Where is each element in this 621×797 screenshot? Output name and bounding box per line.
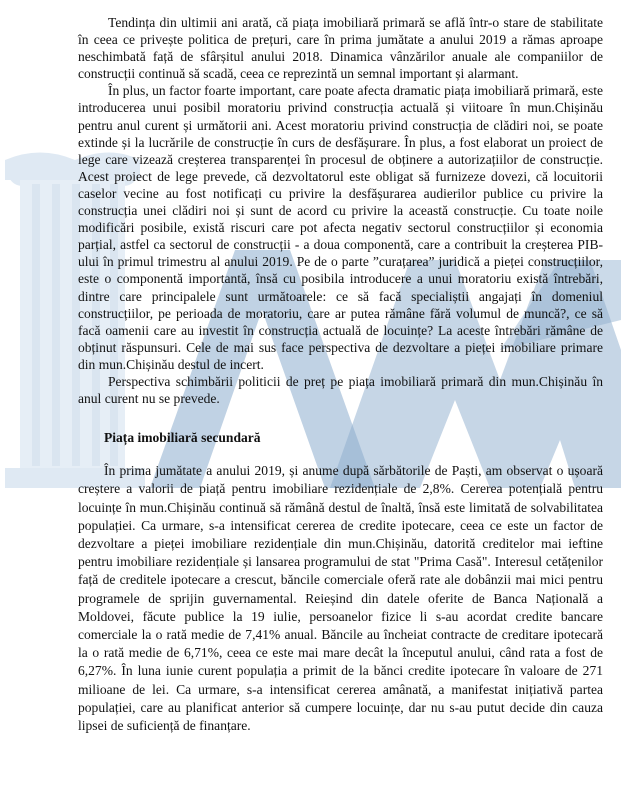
paragraph-moratorium: În plus, un factor foarte important, care poate afecta dramatic piața imobiliară primară, este introducerea unui posibil moratoriu privind construcția actuală și viitoare în mun.Chișinău pentru anul curent și următorii ani. Acest moratoriu privind construcția de clădiri noi, se poate extinde și la lucrările de construcție în curs de desfășurare. În plus, a fost elaborat un proiect de lege care vizează creșterea transparenței în procesul de obținere a autorizațiilor de construcție. Acest proiect de lege prevede, că dezvoltatorul este obligat să furnizeze dovezi, că locuitorii caselor vecine au fost notificați cu privire la desfășurarea audierilor publice cu privire la construcția unei clădiri noi și sunt de acord cu privire la această construcție. Cu toate noile modificări posibile, există riscuri care pot afecta negativ sectorul construcțiilor și economia parțial, astfel ca sectorul de construcții - a doua componentă, care a contribuit la creșterea PIB-ului în primul trimestru al anului 2019. Pe de o parte ”curațarea” juridică a pieței construcțiilor, este o componentă importantă, însă cu posibila introducere a unui moratoriu există întrebări, dintre care principalele sunt următoarele: ce să facă specialiștii angajați în domeniul construcțiilor, pe perioada de moratoriu, care ar putea rămâne fără volumul de muncă?, ce să facă oamenii care au investit în construcția actuală de locuințe? La aceste întrebări rămâne de obținut răspunsuri. Cele de mai sus face perspectiva de dezvoltare a pieței imobiliare primare din mun.Chișinău destul de incert. — [78, 83, 603, 372]
paragraph-secondary-market: În prima jumătate a anului 2019, și anume după sărbătorile de Paști, am observat o ușoară creștere a valorii de piață pentru imobiliare rezidențiale de 2,8%. Cererea potențială pentru locuințe în mun.Chișinău continuă să rămână destul de înaltă, însă este limitată de solvabilitatea populației. Ca urmare, s-a intensificat cererea de credite ipotecare, ceea ce este un factor de dezvoltare a pieței imobiliare rezidențiale din mun.Chișinău, datorită creditelor mai ieftine pentru imobiliare rezidențiale și lansarea programului de stat "Prima Casă". Interesul cetățenilor față de creditele ipotecare a crescut, băncile comerciale oferă rate ale dobânzii mai mici pentru programele de sprijin guvernamental. Reieșind din datele oferite de Banca Națională a Moldovei, făcute publice la 19 iulie, persoanelor fizice li s-au acordat credite bancare comerciale la o rată medie de 7,41% anual. Băncile au încheiat contracte de creditare ipotecară la o rată medie de 6,71%, ceea ce este mai mare decât la începutul anului, când rata a fost de 6,27%. În luna iunie curent populația a primit de la bănci credite ipotecare în valoare de 271 milioane de lei. Ca urmare, s-a intensificat cererea amânată, a manifestat inițiativă partea populației, care au planificat anterior să cumpere locuințe, dar nu s-au putut decide din cauza lipsei de suficiență de finanțare. — [78, 463, 603, 734]
paragraph-price-stability: Tendința din ultimii ani arată, că piața imobiliară primară se află într-o stare de stabilitate în ceea ce privește politica de prețuri, care în prima jumătate a anului 2019 a rămas aproape neschimbată față de sfârșitul anului 2018. Dinamica vânzărilor anuale ale companiilor de construcții continuă să scadă, ceea ce reprezintă un semnal important și alarmant. — [78, 15, 603, 82]
paragraph-price-perspective: Perspectiva schimbării politicii de preț pe piața imobiliară primară din mun.Chișinău în anul curent nu se prevede. — [78, 373, 603, 407]
section-title: Piața imobiliară secundară — [104, 430, 261, 446]
